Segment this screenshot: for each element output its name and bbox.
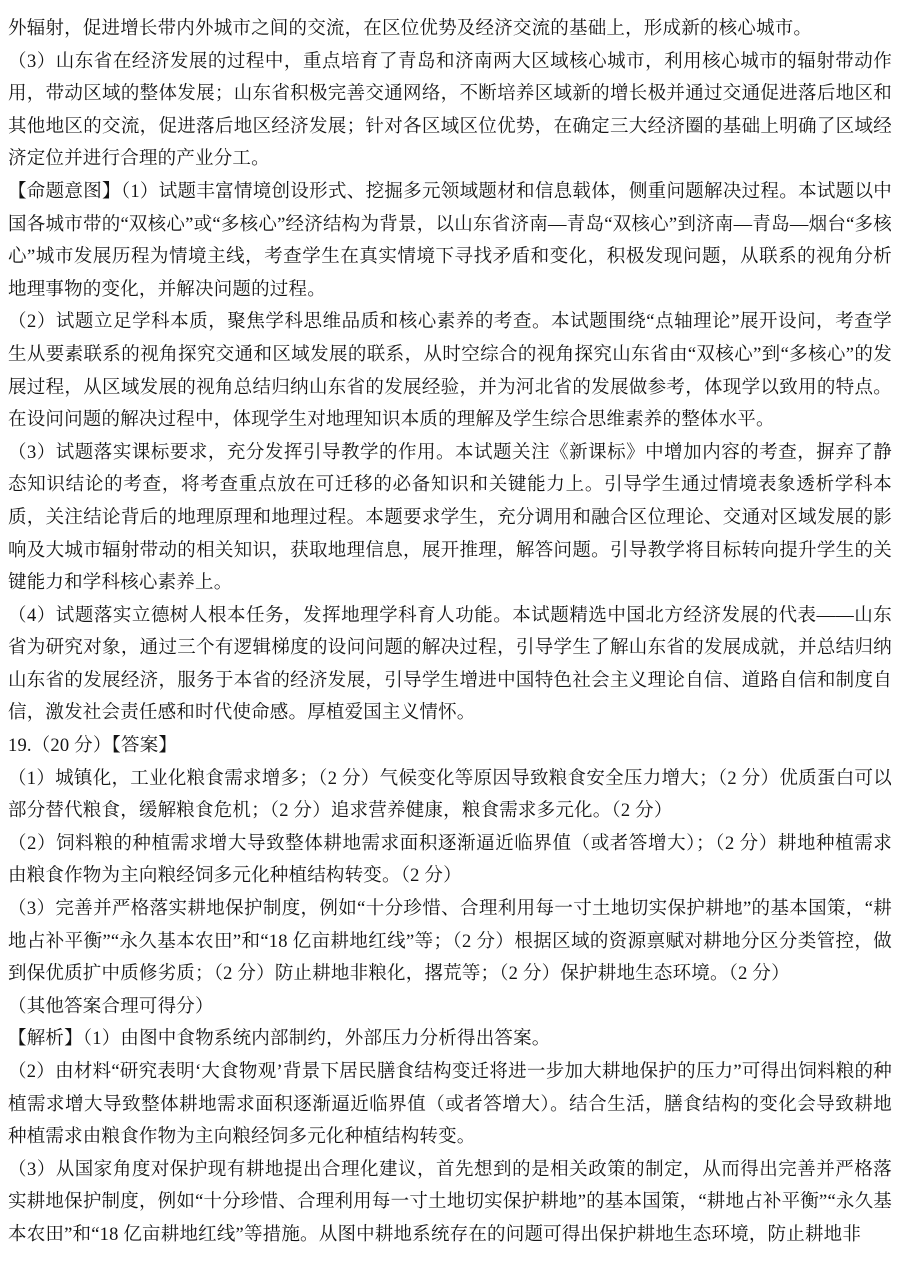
q19-analysis-part2-paragraph: （2）由材料“研究表明‘大食物观’背景下居民膳食结构变迁将进一步加大耕地保护的压力”可得出饲料粮的种植需求增大导致整体耕地需求面积逐渐逼近临界值（或者答增大）。结合生活，膳食结构的变化会导致耕地种植需求由粮食作物为主向粮经饲多元化种植结构转变。 — [8, 1062, 892, 1148]
q18-answer-continuation-paragraph: 外辐射，促进增长带内外城市之间的交流，在区位优势及经济交流的基础上，形成新的核心城市。 — [8, 19, 813, 39]
document-text-block — [8, 13, 892, 1252]
q18-intent-part3-paragraph: （3）试题落实课标要求，充分发挥引导教学的作用。本试题关注《新课标》中增加内容的考查，摒弃了静态知识结论的考查，将考查重点放在可迁移的必备知识和关键能力上。引导学生通过情境表象透析学科本质，关注结论背后的地理原理和地理过程。本题要求学生，充分调用和融合区位理论、交通对区域发展的影响及大城市辐射带动的相关知识，获取地理信息，展开推理，解答问题。引导教学将目标转向提升学生的关键能力和学科核心素养上。 — [8, 442, 892, 594]
q19-answer-heading: 19.（20 分）【答案】 — [8, 736, 178, 757]
q18-intent-part2-paragraph: （2）试题立足学科本质，聚焦学科思维品质和核心素养的考查。本试题围绕“点轴理论”展开设问，考查学生从要素联系的视角探究交通和区域发展的联系，从时空综合的视角探究山东省由“双核心”到“多核心”的发展过程，从区域发展的视角总结归纳山东省的发展经验，并为河北省的发展做参考，体现学以致用的特点。在设问问题的解决过程中，体现学生对地理知识本质的理解及学生综合思维素养的整体水平。 — [8, 312, 892, 431]
q18-answer-part3-paragraph: （3）山东省在经济发展的过程中，重点培育了青岛和济南两大区域核心城市，利用核心城市的辐射带动作用，带动区域的整体发展；山东省积极完善交通网络，不断培养区域新的增长极并通过交通促进落后地区和其他地区的交流，促进落后地区经济发展；针对各区域区位优势，在确定三大经济圈的基础上明确了区域经济定位并进行合理的产业分工。 — [8, 51, 892, 170]
q18-intent-part4-paragraph: （4）试题落实立德树人根本任务，发挥地理学科育人功能。本试题精选中国北方经济发展的代表——山东省为研究对象，通过三个有逻辑梯度的设问问题的解决过程，引导学生了解山东省的发展成就，并总结归纳山东省的发展经济，服务于本省的经济发展，引导学生增进中国特色社会主义理论自信、道路自信和制度自信，激发社会责任感和时代使命感。厚植爱国主义情怀。 — [8, 605, 892, 724]
q19-answer-part2-paragraph: （2）饲料粮的种植需求增大导致整体耕地需求面积逐渐逼近临界值（或者答增大）；（2 分）耕地种植需求由粮食作物为主向粮经饲多元化种植结构转变。（2 分） — [8, 833, 892, 887]
q19-analysis-part3-paragraph: （3）从国家角度对保护现有耕地提出合理化建议，首先想到的是相关政策的制定，从而得出完善并严格落实耕地保护制度，例如“十分珍惜、合理利用每一寸土地切实保护耕地”的基本国策，“耕地占补平衡”“永久基本农田”和“18 亿亩耕地红线”等措施。从图中耕地系统存在的问题可得出保护耕地生态环境，防止耕地非 — [8, 1159, 892, 1245]
q19-analysis-part1-paragraph: 【解析】（1）由图中食物系统内部制约，外部压力分析得出答案。 — [8, 1029, 551, 1050]
q19-answer-part1-paragraph: （1）城镇化，工业化粮食需求增多；（2 分）气候变化等原因导致粮食安全压力增大；（2 分）优质蛋白可以部分替代粮食，缓解粮食危机；（2 分）追求营养健康，粮食需求多元化。（2 分） — [8, 768, 892, 822]
q19-answer-part3-paragraph: （3）完善并严格落实耕地保护制度，例如“十分珍惜、合理利用每一寸土地切实保护耕地”的基本国策，“耕地占补平衡”“永久基本农田”和“18 亿亩耕地红线”等；（2 分）根据区域的资源禀赋对耕地分区分类管控，做到保优质扩中质修劣质；（2 分）防止耕地非粮化，撂荒等；（2 分）保护耕地生态环境。（2 分） — [8, 899, 892, 985]
q18-intent-part1-paragraph: 【命题意图】（1）试题丰富情境创设形式、挖掘多元领域题材和信息载体，侧重问题解决过程。本试题以中国各城市带的“双核心”或“多核心”经济结构为背景，以山东省济南—青岛“双核心”到济南—青岛—烟台“多核心”城市发展历程为情境主线，考查学生在真实情境下寻找矛盾和变化，积极发现问题，从联系的视角分析地理事物的变化，并解决问题的过程。 — [8, 181, 892, 300]
q19-answer-note-paragraph: （其他答案合理可得分） — [8, 996, 214, 1017]
